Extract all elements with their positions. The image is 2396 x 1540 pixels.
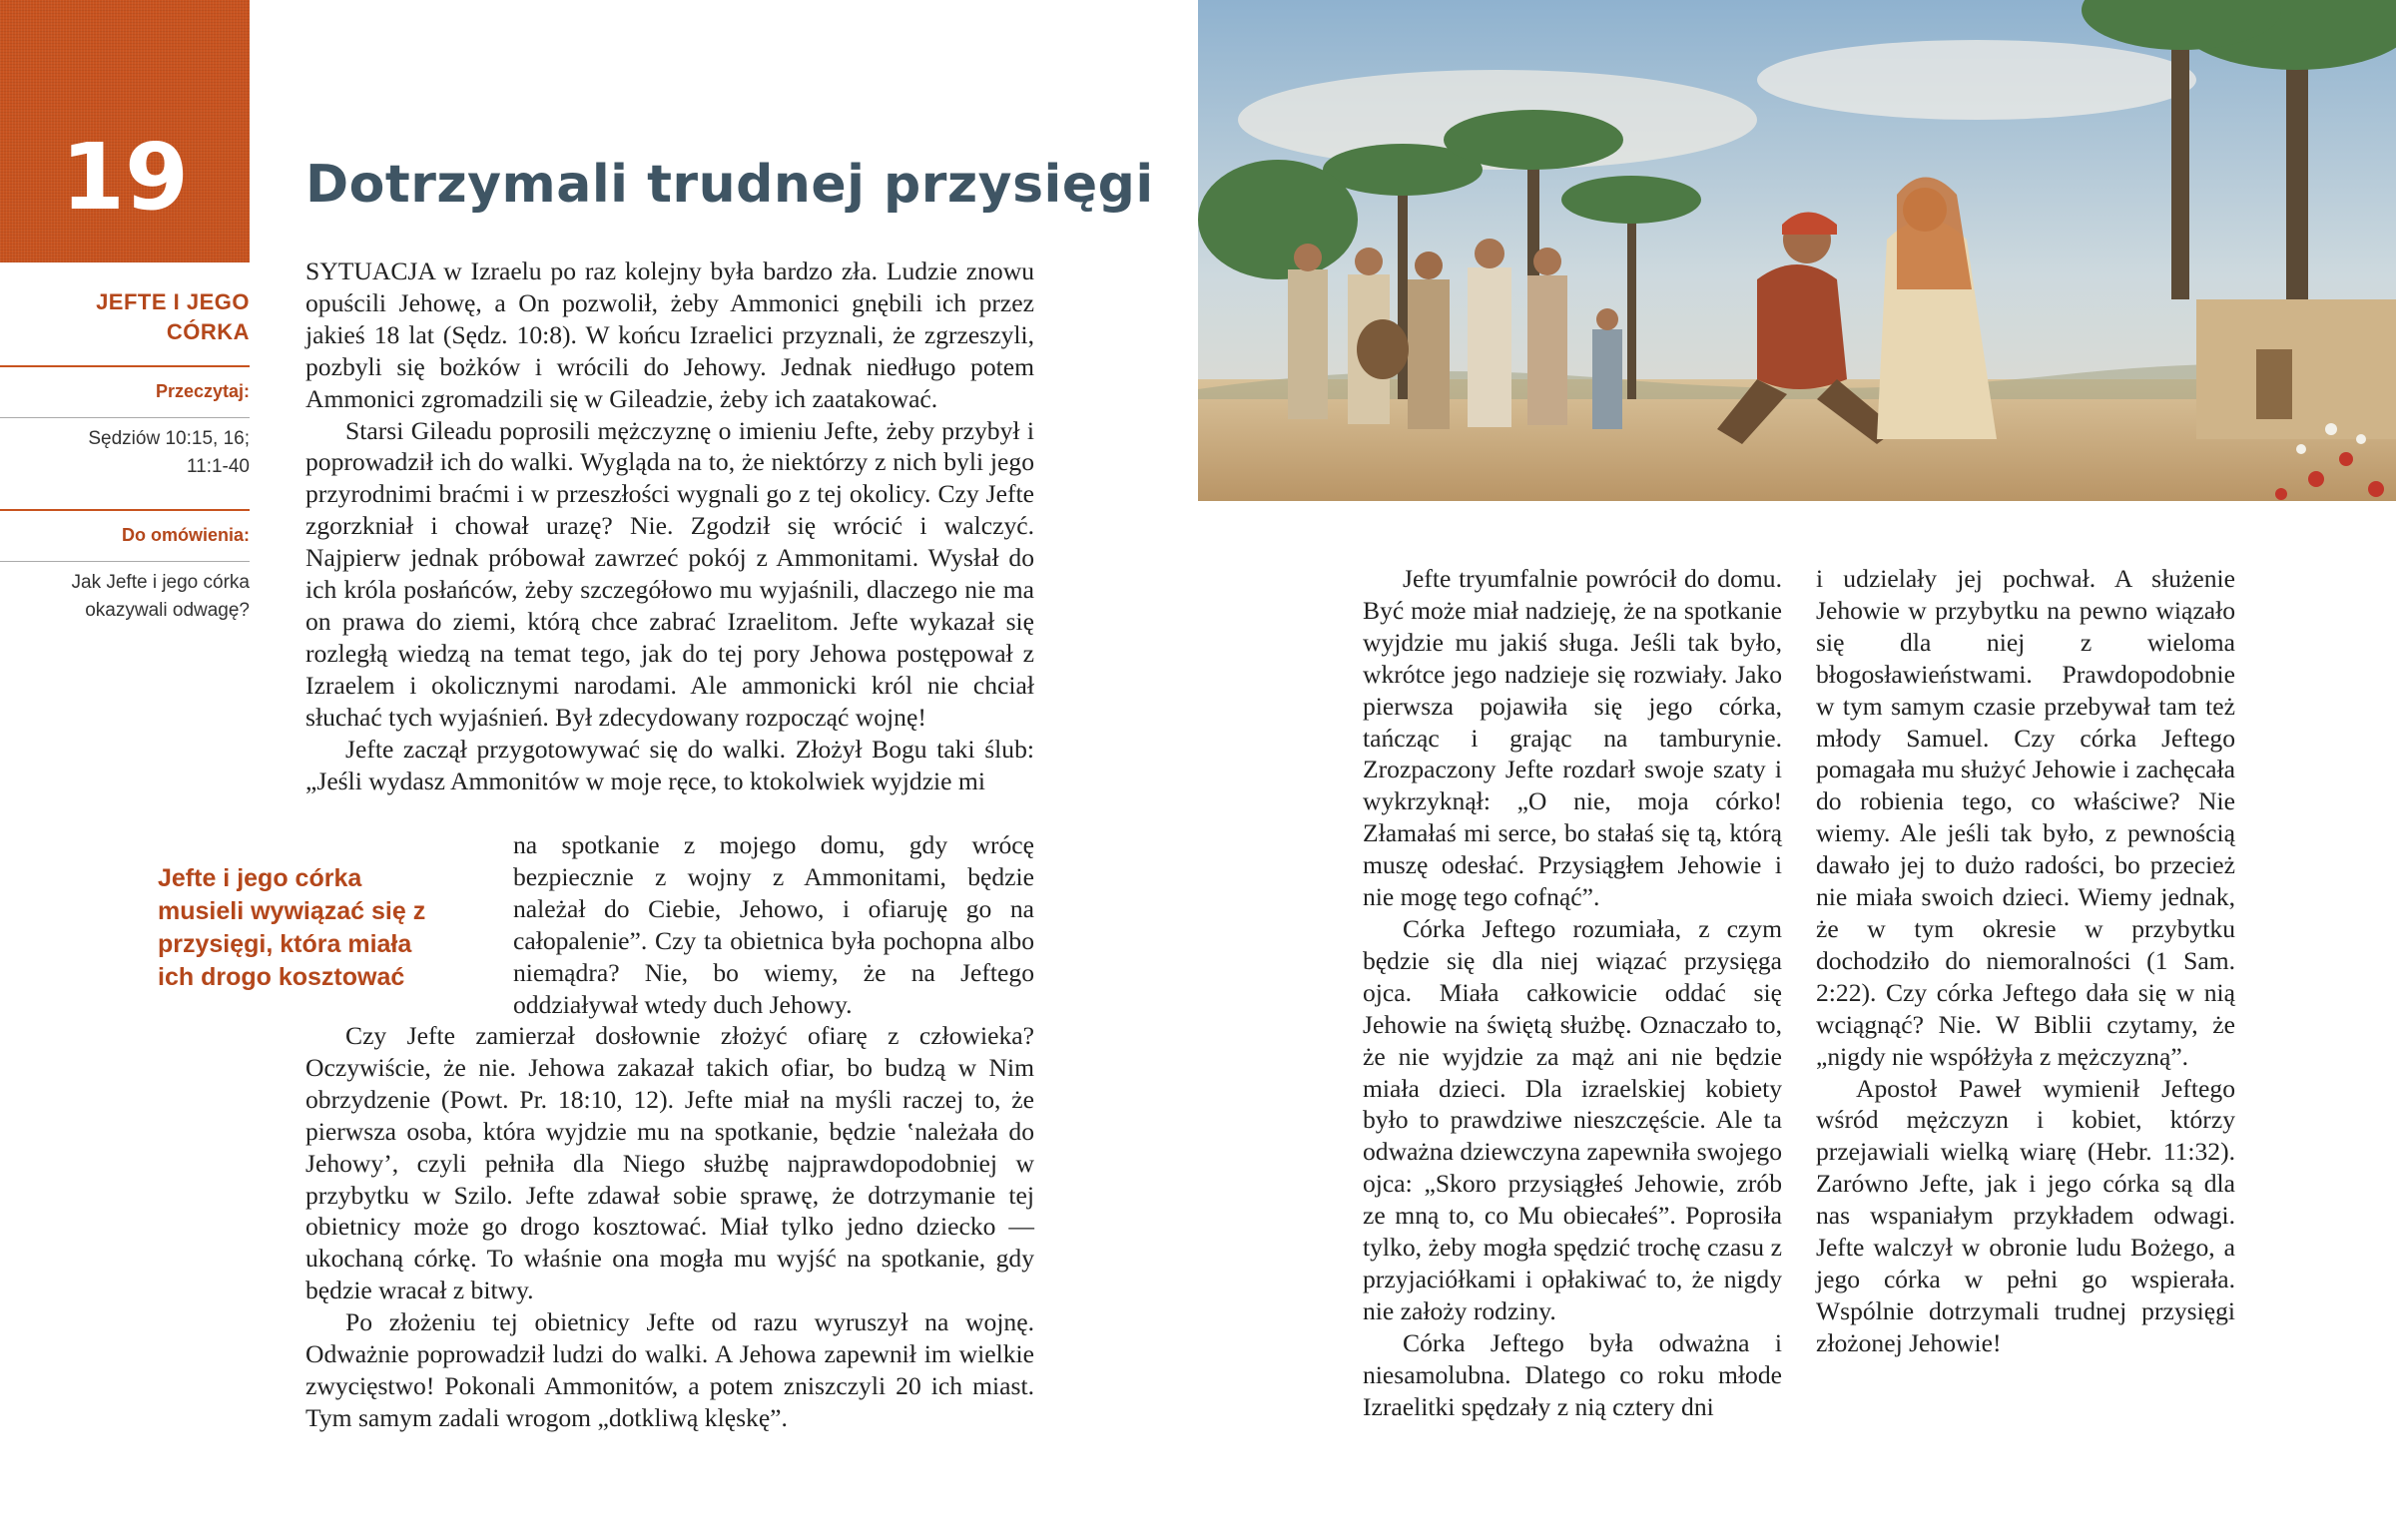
read-label: Przeczytaj:	[155, 381, 250, 401]
paragraph: Starsi Gileadu poprosili mężczyznę o imieniu Jefte, żeby przybył i poprowadził ich do walki. Wygląda na to, że niektórzy z nich byli jego przyrodnimi braćmi i w przeszłości wygnali go z tej okolicy. Czy Jefte zgorzkniał i chował urazę? Nie. Zgodził się wrócić i walczyć. Najpierw jednak próbował zawrzeć pokój z Ammonitami. Wysłał do ich króla posłańców, żeby szczegółowo mu wyjaśnili, dlaczego nie ma on prawa do ziemi, którą chce zabrać Izraelitom. Jefte wykazał się rozległą wiedzą na temat tego, jak do tej pory Jehowa postępował z Izraelem i okolicznymi narodami. Ale ammonicki król nie chciał słuchać tych wyjaśnień. Był zdecydowany rozpocząć wojnę!	[305, 415, 1034, 732]
read-references-text: Sędziów 10:15, 16; 11:1-40	[88, 428, 250, 477]
sidebar-divider	[0, 561, 250, 562]
sidebar-heading	[0, 287, 250, 347]
paragraph: SYTUACJA w Izraelu po raz kolejny była bardzo zła. Ludzie znowu opuścili Jehowę, a On pozwolił, żeby Ammonici gnębili ich przez jakieś 18 lat (Sędz. 10:8). W końcu Izraelici przyznali, że zgrzeszyli, pozbyli się bożków i wrócili do Jehowy. Jednak niedługo potem Ammonici zgromadzili się w Gileadzie, żeby ich zaatakować.	[305, 257, 1034, 413]
paragraph: Córka Jeftego była odważna i niesamolubna. Dlatego co roku młode Izraelitki spędzały z nią cztery dni	[1363, 1327, 1782, 1421]
paragraph: Po złożeniu tej obietnicy Jefte od razu wyruszył na wojnę. Odważnie poprowadził ludzi do walki. A Jehowa zapewnił im wielkie zwycięstwo! Pokonali Ammonitów, a potem zniszczyli 20 ich miast. Tym samym zadali wrogom „dotkliwą klęskę”.	[305, 1307, 1034, 1432]
paragraph: Czy Jefte zamierzał dosłownie złożyć ofiarę z człowieka? Oczywiście, że nie. Jehowa zakazał takich ofiar, bo budzą w Nim obrzydzenie (Powt. Pr. 18:10, 12). Jefte miał na myśli raczej to, że pierwsza osoba, która wyjdzie mu na spotkanie, będzie ‛należała do Jehowy’, czyli pełniła dla Niego służbę najprawdopodobniej w przybytku w Szilo. Jefte zdawał sobie sprawę, że dotrzymanie tej obietnicy może go drogo kosztować. Miał tylko jedno dziecko — ukochaną córkę. To właśnie ona mogła mu wyjść na spotkanie, gdy będzie wracał z bitwy.	[305, 1021, 1034, 1305]
discuss-question-text: Jak Jefte i jego córka okazywali odwagę?	[71, 572, 250, 621]
article-column-1-indented	[513, 829, 1034, 1020]
paragraph: Jefte tryumfalnie powrócił do domu. Być może miał nadzieję, że na spotkanie wyjdzie mu jakiś sługa. Jeśli tak było, wkrótce jego nadzieje się rozwiały. Jako pierwsza pojawiła się jego córka, tańcząc i grając na tamburynie. Zrozpaczony Jefte rozdarł swoje szaty i wykrzyknął: „O nie, moja córko! Złamałaś mi serce, bo stałaś się tą, którą muszę odesłać. Przysiągłem Jehowie i nie mogę tego cofnąć”.	[1363, 564, 1782, 912]
sidebar-divider	[0, 417, 250, 418]
illustration-image	[1198, 0, 2396, 501]
read-references	[0, 425, 250, 481]
discuss-label: Do omówienia:	[121, 525, 250, 545]
illustration-jephthah-daughter-icon	[1198, 0, 2396, 501]
lesson-number: 19	[60, 124, 190, 231]
article-column-1-lower	[305, 1020, 1034, 1434]
sidebar-heading-text: JEFTE I JEGO CÓRKA	[96, 289, 250, 344]
page-title: Dotrzymali trudnej przysięgi	[305, 155, 1154, 215]
pull-quote: Jefte i jego córka musieli wywiązać się z przysięgi, która miała ich drogo kosztować	[158, 864, 426, 991]
article-column-2	[1363, 563, 1782, 1422]
paragraph: i udzielały jej pochwał. A służenie Jehowie w przybytku na pewno wiązało się dla niej z wieloma błogosławieństwami. Prawdopodobnie w tym samym czasie przebywał tam też młody Samuel. Czy córka Jeftego pomagała mu służyć Jehowie i zachęcała do robienia tego, co właściwe? Nie wiemy. Ale jeśli tak było, z pewnością dawało jej to dużo radości, bo przecież nie miała swoich dzieci. Wiemy jednak, że w tym okresie w przybytku dochodziło do niemoralności (1 Sam. 2:22). Czy córka Jeftego dała się w nią wciągnąć? Nie. W Biblii czytamy, że „nigdy nie współżyła z mężczyzną”.	[1816, 564, 2235, 1071]
paragraph: Apostoł Paweł wymienił Jeftego wśród mężczyzn i kobiet, którzy przejawiali wielką wiarę (Hebr. 11:32). Zarówno Jefte, jak i jego córka są dla nas wspaniałym przykładem odwagi. Jefte walczył w obronie ludu Bożego, a jego córka w pełni go wspierała. Wspólnie dotrzymali trudnej przysięgi złożonej Jehowie!	[1816, 1073, 2235, 1357]
discuss-question	[0, 569, 250, 625]
paragraph: na spotkanie z mojego domu, gdy wrócę bezpiecznie z wojny z Ammonitami, będzie należał do Ciebie, Jehowo, i ofiaruję go na całopalenie”. Czy ta obietnica była pochopna albo niemądra? Nie, bo wiemy, że na Jeftego oddziaływał wtedy duch Jehowy.	[513, 830, 1034, 1019]
paragraph: Córka Jeftego rozumiała, z czym będzie się dla niej wiązać przysięga ojca. Miała całkowicie oddać się Jehowie na świętą służbę. Oznaczało to, że nie wyjdzie za mąż ani nie będzie miała dzieci. Dla izraelskiej kobiety było to prawdziwe nieszczęście. Ale ta odważna dziewczyna zapewniła swojego ojca: „Skoro przysiągłeś Jehowie, zrób ze mną to, co Mu obiecałeś”. Poprosiła tylko, żeby mogła spędzić trochę czasu z przyjaciółkami i opłakiwać to, że nigdy nie założy rodziny.	[1363, 913, 1782, 1325]
paragraph: Jefte zaczął przygotowywać się do walki. Złożył Bogu taki ślub: „Jeśli wydasz Ammonitów w moje ręce, to ktokolwiek wyjdzie mi	[305, 734, 1034, 795]
sidebar-divider	[0, 365, 250, 367]
article-column-3	[1816, 563, 2235, 1359]
sidebar-divider	[0, 509, 250, 511]
article-column-1	[305, 256, 1034, 796]
